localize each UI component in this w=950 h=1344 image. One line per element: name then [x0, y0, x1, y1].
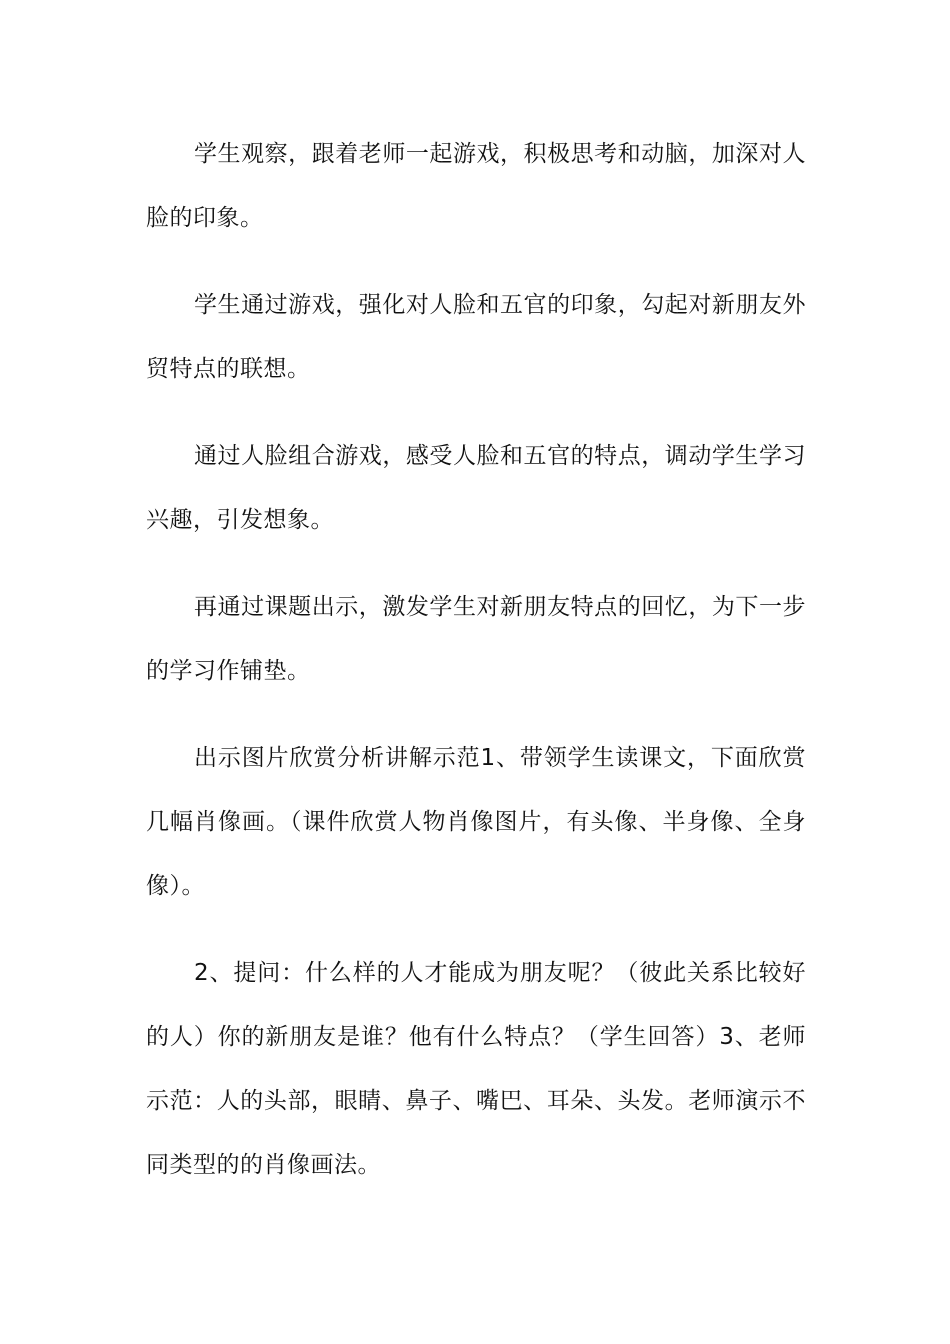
paragraph: 学生通过游戏，强化对人脸和五官的印象，勾起对新朋友外贸特点的联想。: [146, 292, 806, 382]
paragraph: 再通过课题出示，激发学生对新朋友特点的回忆，为下一步的学习作铺垫。: [146, 594, 806, 684]
paragraph: 出示图片欣赏分析讲解示范1、带领学生读课文，下面欣赏几幅肖像画。（课件欣赏人物肖像图片，有头像、半身像、全身像）。: [146, 745, 806, 899]
document-body: [146, 122, 806, 1197]
paragraph: 通过人脸组合游戏，感受人脸和五官的特点，调动学生学习兴趣，引发想象。: [146, 443, 806, 533]
paragraph: 学生观察，跟着老师一起游戏，积极思考和动脑，加深对人脸的印象。: [146, 141, 806, 231]
paragraph: 2、提问：什么样的人才能成为朋友呢？（彼此关系比较好的人）你的新朋友是谁？他有什么特点？（学生回答）3、老师示范：人的头部，眼睛、鼻子、嘴巴、耳朵、头发。老师演示不同类型的的肖像画法。: [146, 960, 806, 1178]
